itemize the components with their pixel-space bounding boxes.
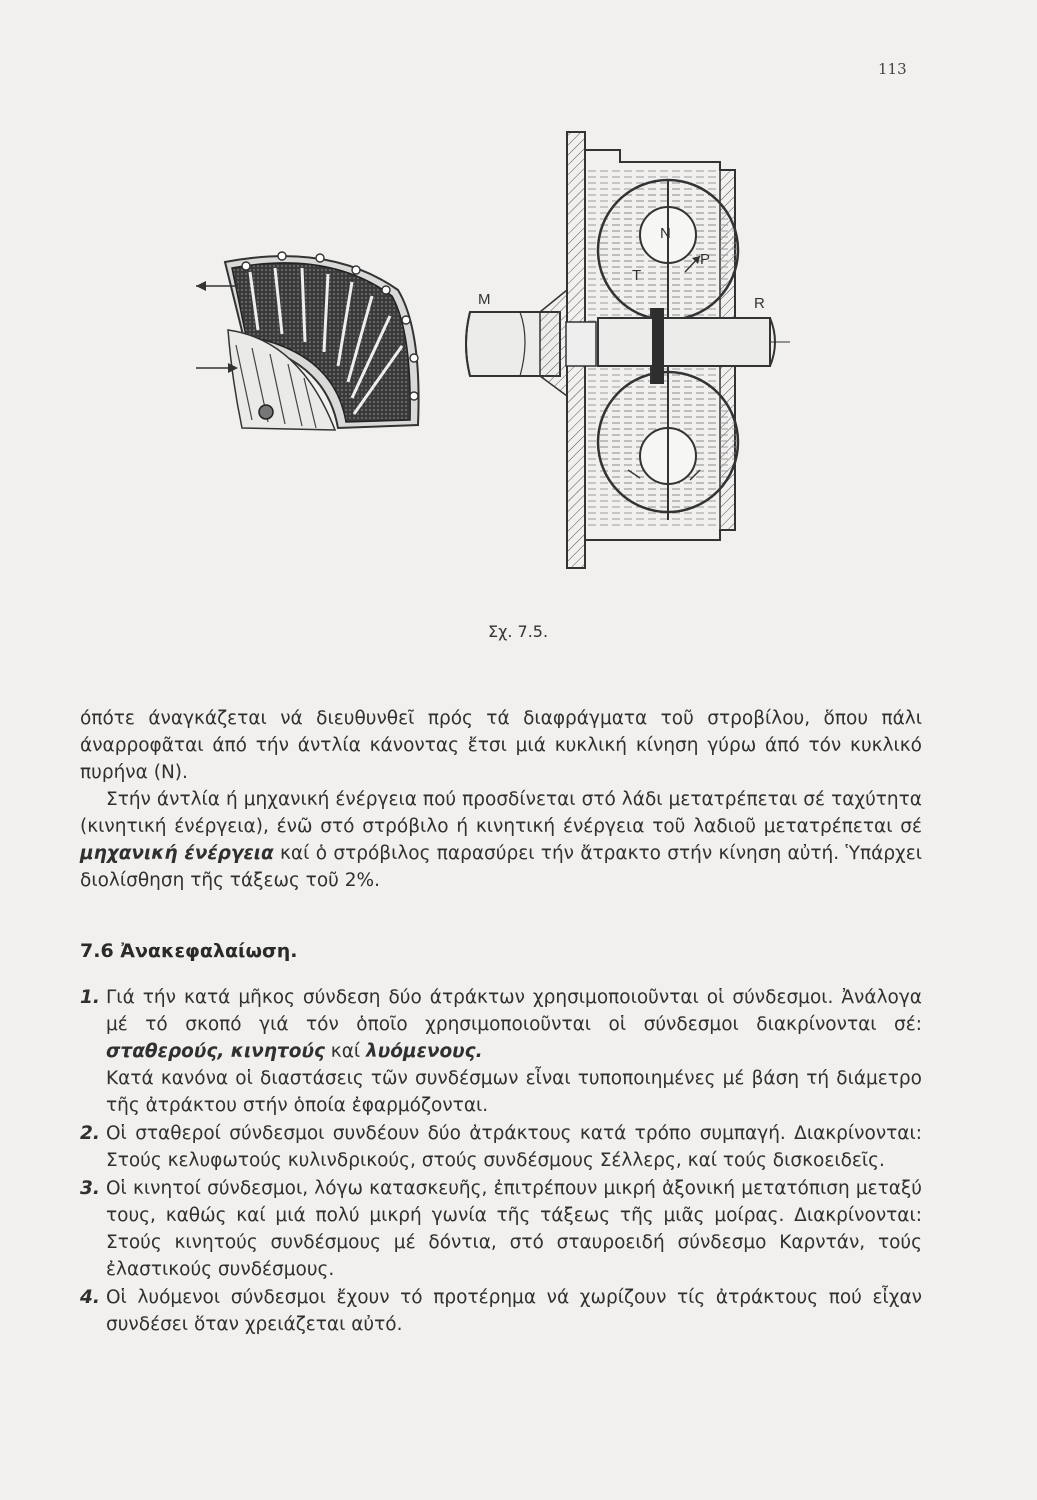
summary-item-1-number: 1. (80, 987, 100, 1008)
summary-item-1-text-b: Κατά κανόνα οἱ διαστάσεις τῶν συνδέσμων εἶναι τυποποιημένες μέ βάση τή διάμετρο τῆς ἀτράκτου στήν ὁποία ἐφαρμόζονται. (106, 1068, 922, 1116)
label-n: N (660, 225, 671, 242)
summary-item-3-number: 3. (80, 1178, 100, 1199)
paragraph-2-part-a: Στήν άντλία ή μηχανική ένέργεια πού προσδίνεται στό λάδι μετατρέπεται σέ ταχύτητα (κινητική ένέργεια), ένῶ στό στρόβιλο ή κινητική ένέργεια τοῦ λαδιοῦ μετατρέπεται σέ (80, 789, 922, 837)
body-text (80, 705, 922, 894)
summary-item-2 (80, 1120, 922, 1174)
paragraph-2 (80, 786, 922, 894)
section-title: 7.6 Ἀνακεφαλαίωση. (80, 940, 298, 962)
summary-item-4 (80, 1284, 922, 1338)
summary-list (80, 984, 922, 1339)
summary-item-1-mid: καί (324, 1041, 367, 1062)
summary-item-3-text: Οἱ κινητοί σύνδεσμοι, λόγω κατασκευῆς, ἐπιτρέπουν μικρή ἀξονική μετατόπιση μεταξύ τους, καθώς καί μιά πολύ μικρή γωνία τῆς τάξεως τῆς μιᾶς μοίρας. Διακρίνονται: Στούς κινητούς συνδέσμους μέ δόντια, στό σταυροειδή σύνδεσμο Καρντάν, τούς ἐλαστικούς συνδέσμους. (106, 1178, 922, 1280)
summary-item-1-emphasis-2: λυόμενους. (366, 1041, 483, 1062)
coupling-cross-section (466, 132, 790, 568)
summary-item-4-text: Οἱ λυόμενοι σύνδεσμοι ἔχουν τό προτέρημα νά χωρίζουν τίς ἀτράκτους πού εἶχαν συνδέσει ὅταν χρειάζεται αὐτό. (106, 1287, 922, 1335)
page-number: 113 (878, 60, 907, 78)
figure-caption: Σχ. 7.5. (488, 622, 549, 641)
summary-item-1 (80, 984, 922, 1119)
label-r: R (754, 295, 765, 312)
label-p: P (700, 251, 711, 268)
summary-item-2-text: Οἱ σταθεροί σύνδεσμοι συνδέουν δύο ἀτράκτους κατά τρόπο συμπαγή. Διακρίνονται: Στούς κελυφωτούς κυλινδρικούς, στούς συνδέσμους Σέλλερς, καί τούς δισκοειδεῖς. (106, 1123, 922, 1171)
paragraph-2-emphasis: μηχανική ένέργεια (80, 843, 274, 864)
summary-item-3 (80, 1175, 922, 1283)
figure-fluid-coupling (0, 0, 1037, 660)
summary-item-2-number: 2. (80, 1123, 100, 1144)
summary-item-4-number: 4. (80, 1287, 100, 1308)
label-t: T (632, 267, 642, 284)
rotor-perspective-drawing (196, 252, 419, 430)
paragraph-2-part-b: καί ὁ στρόβιλος παρασύρει τήν ἄτρακτο στήν κίνηση αὐτή. Ὑπάρχει διολίσθηση τῆς τάξεως τοῦ 2%. (80, 843, 923, 891)
summary-item-1-text-a: Γιά τήν κατά μῆκος σύνδεση δύο άτράκτων χρησιμοποιοῦνται οἱ σύνδεσμοι. Ἀνάλογα μέ τό σκοπό γιά τόν ὁποῖο χρησιμοποιοῦνται οἱ σύνδεσμοι διακρίνονται σέ: (106, 987, 922, 1035)
label-m: M (478, 291, 491, 308)
summary-item-1-emphasis-1: σταθερούς, κινητούς (106, 1041, 325, 1062)
paragraph-1: όπότε άναγκάζεται νά διευθυνθεῖ πρός τά διαφράγματα τοῦ στροβίλου, ὅπου πάλι άναρροφᾶται άπό τήν άντλία κάνοντας ἔτσι μιά κυκλική κίνηση γύρω άπό τόν κυκλικό πυρήνα (Ν). (80, 708, 922, 783)
